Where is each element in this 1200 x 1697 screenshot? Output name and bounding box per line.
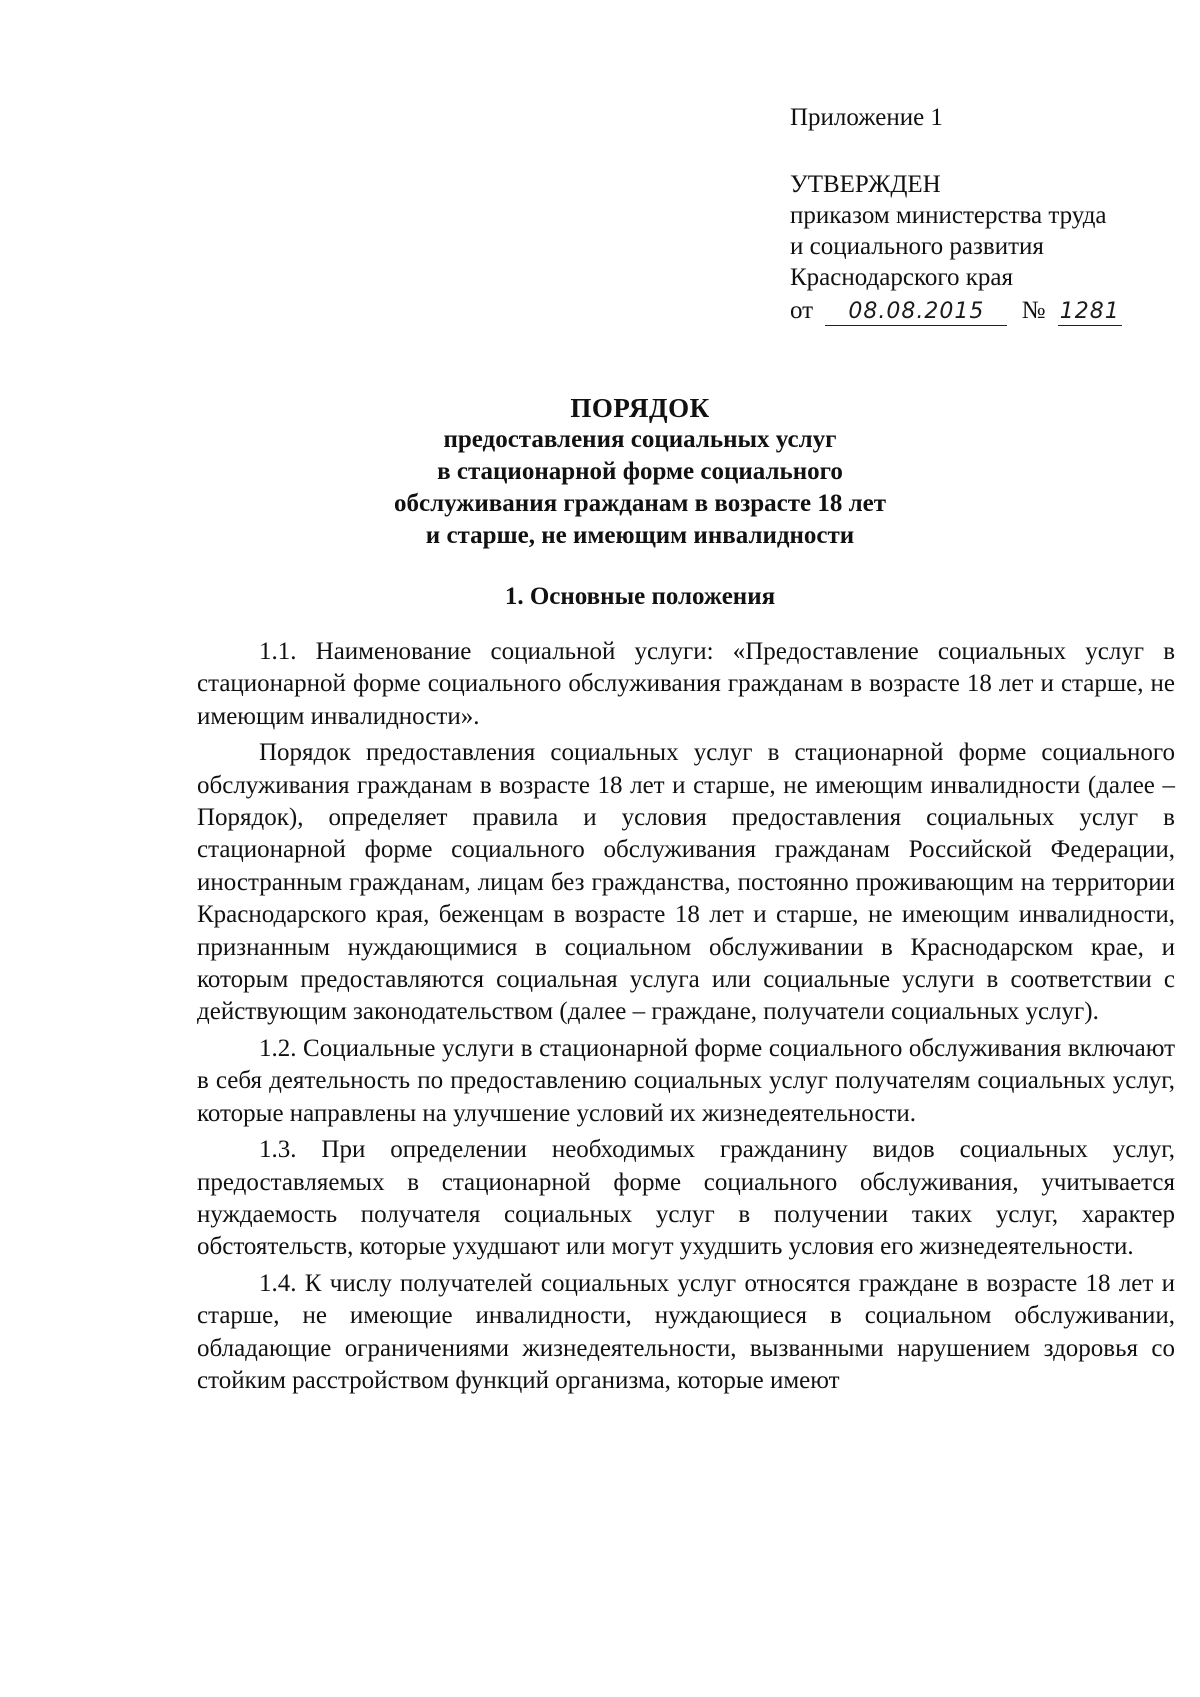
paragraph-1-2: 1.2. Социальные услуги в стационарной форме социального обслуживания включают в себя деятельность по предоставлению социальных услуг получателям социальных услуг, которые направлены на улучшение условий их жизнедеятельности. xyxy=(197,1034,1175,1127)
order-date-handwritten: 08.08.2015 xyxy=(825,299,1007,326)
number-prefix: № xyxy=(1021,297,1046,324)
paragraph-order-scope: Порядок предоставления социальных услуг в стационарной форме социального обслуживания гражданам в возрасте 18 лет и старше, не имеющим инвалидности (далее – Порядок), определяет правила и условия предоставления социальных услуг в стационарной форме социального обслуживания гражданам Российской Федерации, иностранным гражданам, лицам без гражданства, постоянно проживающим на территории Краснодарского края, беженцам в возрасте 18 лет и старше, не имеющим инвалидности, признанным нуждающимися в социальном обслуживании в Краснодарском крае, и которым предоставляются социальная услуга или социальные услуги в соответствии с действующим законодательством (далее – граждане, получатели социальных услуг). xyxy=(197,739,1175,1026)
appendix-label: Приложение 1 xyxy=(790,104,943,131)
title-line-2: в стационарной форме социального xyxy=(437,458,843,485)
title-line-4: и старше, не имеющим инвалидности xyxy=(425,522,855,549)
document-title: ПОРЯДОК xyxy=(570,393,710,423)
order-number-handwritten: 1281 xyxy=(1059,299,1120,324)
approved-label: УТВЕРЖДЕН xyxy=(790,171,941,198)
approval-line-1: приказом министерства труда xyxy=(790,202,1107,229)
date-prefix: от xyxy=(790,297,814,324)
order-date-row xyxy=(790,295,1170,326)
approval-line-2: и социального развития xyxy=(790,233,1044,260)
approval-line-3: Краснодарского края xyxy=(790,264,1013,291)
title-line-1: предоставления социальных услуг xyxy=(443,426,837,453)
document-body xyxy=(197,636,1175,1397)
approval-block xyxy=(790,102,1170,326)
title-line-3: обслуживания гражданам в возрасте 18 лет xyxy=(393,490,887,517)
paragraph-1-3: 1.3. При определении необходимых гражданину видов социальных услуг, предоставляемых в стационарной форме социального обслуживания, учитывается нуждаемость получателя социальных услуг в получении таких услуг, характер обстоятельств, которые ухудшают или могут ухудшить условия его жизнедеятельности. xyxy=(197,1136,1175,1261)
paragraph-1-1: 1.1. Наименование социальной услуги: «Предоставление социальных услуг в стационарной форме социального обслуживания гражданам в возрасте 18 лет и старше, не имеющим инвалидности». xyxy=(197,638,1175,730)
section-heading: 1. Основные положения xyxy=(504,583,776,610)
paragraph-1-4: 1.4. К числу получателей социальных услуг относятся граждане в возрасте 18 лет и старше, не имеющие инвалидности, нуждающиеся в социальном обслуживании, обладающие ограничениями жизнедеятельности, вызванными нарушением здоровья со стойким расстройством функций организма, которые имеют xyxy=(197,1269,1175,1394)
document-title-block xyxy=(360,392,920,552)
